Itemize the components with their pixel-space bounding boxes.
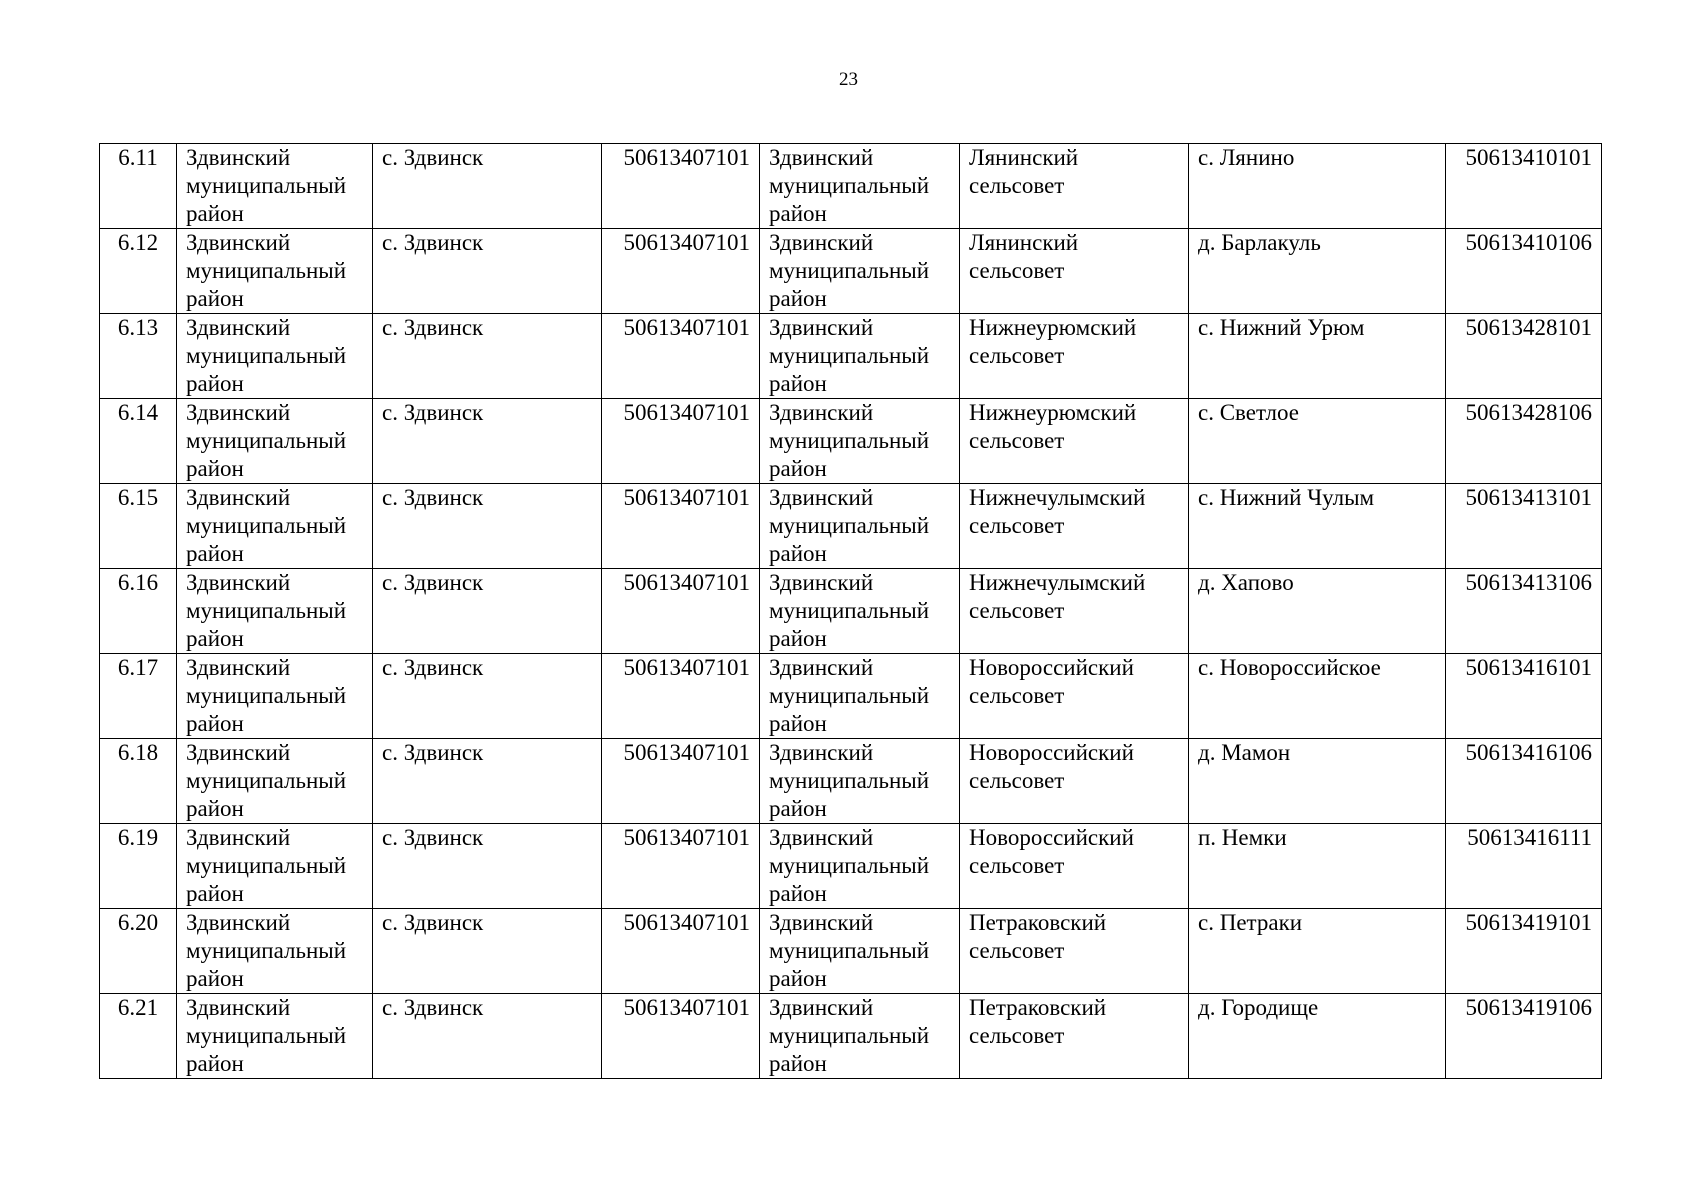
settlement-cell: с. Лянино	[1189, 144, 1446, 229]
rural-council-line: сельсовет	[969, 173, 1065, 198]
municipality-line: район	[769, 711, 827, 736]
rural-council-line: сельсовет	[969, 428, 1065, 453]
municipality-cell	[760, 484, 960, 569]
admin-center-cell: с. Здвинск	[373, 654, 602, 739]
rural-council-line: сельсовет	[969, 768, 1065, 793]
municipality-line: Здвинский	[769, 655, 874, 680]
municipality-line: Здвинский	[769, 145, 874, 170]
district-line: муниципальный	[186, 853, 347, 878]
admin-center-cell: с. Здвинск	[373, 229, 602, 314]
row-number-cell: 6.13	[100, 314, 177, 399]
rural-council-line: Новороссийский	[969, 825, 1134, 850]
admin-center-cell: с. Здвинск	[373, 824, 602, 909]
admin-center-cell: с. Здвинск	[373, 909, 602, 994]
settlement-code-cell: 50613416111	[1446, 824, 1602, 909]
table-row	[100, 994, 1602, 1079]
admin-center-cell: с. Здвинск	[373, 739, 602, 824]
municipality-line: Здвинский	[769, 315, 874, 340]
settlement-code-cell: 50613413106	[1446, 569, 1602, 654]
settlement-code-cell: 50613416101	[1446, 654, 1602, 739]
settlement-cell: д. Мамон	[1189, 739, 1446, 824]
district-line: Здвинский	[186, 995, 291, 1020]
row-number-cell: 6.21	[100, 994, 177, 1079]
rural-council-line: сельсовет	[969, 683, 1065, 708]
municipality-line: район	[769, 881, 827, 906]
municipality-cell	[760, 909, 960, 994]
municipality-line: муниципальный	[769, 598, 930, 623]
table-row	[100, 144, 1602, 229]
district-line: район	[186, 541, 244, 566]
rural-council-cell	[960, 399, 1189, 484]
table-row	[100, 399, 1602, 484]
municipality-cell	[760, 994, 960, 1079]
municipality-line: муниципальный	[769, 683, 930, 708]
district-line: муниципальный	[186, 173, 347, 198]
table-row	[100, 739, 1602, 824]
rural-council-line: сельсовет	[969, 853, 1065, 878]
rural-council-cell	[960, 484, 1189, 569]
district-line: Здвинский	[186, 655, 291, 680]
settlement-code-cell: 50613419106	[1446, 994, 1602, 1079]
municipality-line: Здвинский	[769, 485, 874, 510]
settlement-cell: с. Нижний Чулым	[1189, 484, 1446, 569]
district-line: район	[186, 286, 244, 311]
district-line: Здвинский	[186, 740, 291, 765]
settlement-code-cell: 50613419101	[1446, 909, 1602, 994]
row-number-cell: 6.12	[100, 229, 177, 314]
admin-center-code-cell: 50613407101	[602, 654, 760, 739]
district-line: муниципальный	[186, 768, 347, 793]
rural-council-cell	[960, 739, 1189, 824]
rural-council-line: Нижнеурюмский	[969, 400, 1137, 425]
row-number-cell: 6.15	[100, 484, 177, 569]
settlements-table	[99, 143, 1602, 1079]
municipality-line: район	[769, 626, 827, 651]
rural-council-cell	[960, 569, 1189, 654]
district-line: район	[186, 881, 244, 906]
district-line: Здвинский	[186, 910, 291, 935]
municipality-line: муниципальный	[769, 938, 930, 963]
district-line: район	[186, 796, 244, 821]
district-line: район	[186, 711, 244, 736]
district-cell	[177, 399, 373, 484]
municipality-line: Здвинский	[769, 740, 874, 765]
rural-council-line: Нижнеурюмский	[969, 315, 1137, 340]
municipality-line: Здвинский	[769, 910, 874, 935]
rural-council-line: Новороссийский	[969, 740, 1134, 765]
rural-council-cell	[960, 144, 1189, 229]
municipality-line: район	[769, 201, 827, 226]
admin-center-code-cell: 50613407101	[602, 399, 760, 484]
row-number-cell: 6.19	[100, 824, 177, 909]
district-line: муниципальный	[186, 258, 347, 283]
district-line: Здвинский	[186, 570, 291, 595]
rural-council-line: сельсовет	[969, 1023, 1065, 1048]
municipality-cell	[760, 229, 960, 314]
admin-center-cell: с. Здвинск	[373, 994, 602, 1079]
settlement-cell: д. Барлакуль	[1189, 229, 1446, 314]
rural-council-line: сельсовет	[969, 258, 1065, 283]
municipality-line: Здвинский	[769, 230, 874, 255]
district-cell	[177, 994, 373, 1079]
rural-council-cell	[960, 909, 1189, 994]
district-cell	[177, 824, 373, 909]
settlement-code-cell: 50613428101	[1446, 314, 1602, 399]
district-line: муниципальный	[186, 1023, 347, 1048]
rural-council-cell	[960, 229, 1189, 314]
admin-center-code-cell: 50613407101	[602, 144, 760, 229]
admin-center-cell: с. Здвинск	[373, 399, 602, 484]
admin-center-code-cell: 50613407101	[602, 229, 760, 314]
rural-council-line: Нижнечулымский	[969, 485, 1146, 510]
admin-center-code-cell: 50613407101	[602, 909, 760, 994]
district-line: муниципальный	[186, 598, 347, 623]
municipality-line: район	[769, 456, 827, 481]
municipality-cell	[760, 739, 960, 824]
rural-council-line: сельсовет	[969, 598, 1065, 623]
rural-council-cell	[960, 824, 1189, 909]
table-row	[100, 654, 1602, 739]
municipality-line: район	[769, 371, 827, 396]
admin-center-code-cell: 50613407101	[602, 484, 760, 569]
municipality-line: район	[769, 286, 827, 311]
district-line: муниципальный	[186, 428, 347, 453]
admin-center-cell: с. Здвинск	[373, 484, 602, 569]
page-number: 23	[839, 69, 858, 90]
district-line: район	[186, 626, 244, 651]
rural-council-line: Петраковский	[969, 995, 1107, 1020]
row-number-cell: 6.17	[100, 654, 177, 739]
district-cell	[177, 909, 373, 994]
admin-center-cell: с. Здвинск	[373, 144, 602, 229]
rural-council-line: Лянинский	[969, 230, 1079, 255]
settlement-code-cell: 50613410106	[1446, 229, 1602, 314]
district-line: Здвинский	[186, 400, 291, 425]
municipality-line: муниципальный	[769, 428, 930, 453]
municipality-cell	[760, 399, 960, 484]
district-line: Здвинский	[186, 485, 291, 510]
rural-council-cell	[960, 994, 1189, 1079]
municipality-line: муниципальный	[769, 768, 930, 793]
municipality-line: муниципальный	[769, 258, 930, 283]
district-line: район	[186, 966, 244, 991]
row-number-cell: 6.18	[100, 739, 177, 824]
table-row	[100, 569, 1602, 654]
district-line: Здвинский	[186, 315, 291, 340]
admin-center-code-cell: 50613407101	[602, 569, 760, 654]
district-line: район	[186, 201, 244, 226]
municipality-line: муниципальный	[769, 173, 930, 198]
municipality-line: муниципальный	[769, 853, 930, 878]
settlement-cell: с. Светлое	[1189, 399, 1446, 484]
admin-center-code-cell: 50613407101	[602, 994, 760, 1079]
district-line: муниципальный	[186, 938, 347, 963]
municipality-cell	[760, 569, 960, 654]
district-line: район	[186, 456, 244, 481]
district-line: муниципальный	[186, 343, 347, 368]
municipality-line: Здвинский	[769, 995, 874, 1020]
rural-council-line: Новороссийский	[969, 655, 1134, 680]
settlement-code-cell: 50613428106	[1446, 399, 1602, 484]
municipality-line: район	[769, 541, 827, 566]
municipality-line: муниципальный	[769, 1023, 930, 1048]
settlement-cell: п. Немки	[1189, 824, 1446, 909]
settlement-code-cell: 50613410101	[1446, 144, 1602, 229]
district-cell	[177, 144, 373, 229]
district-line: муниципальный	[186, 513, 347, 538]
settlement-cell: д. Хапово	[1189, 569, 1446, 654]
admin-center-code-cell: 50613407101	[602, 824, 760, 909]
municipality-line: район	[769, 966, 827, 991]
district-cell	[177, 569, 373, 654]
settlement-code-cell: 50613413101	[1446, 484, 1602, 569]
table-row	[100, 909, 1602, 994]
municipality-line: Здвинский	[769, 570, 874, 595]
district-cell	[177, 229, 373, 314]
municipality-cell	[760, 314, 960, 399]
district-line: район	[186, 1051, 244, 1076]
district-cell	[177, 739, 373, 824]
rural-council-cell	[960, 314, 1189, 399]
district-line: муниципальный	[186, 683, 347, 708]
municipality-line: муниципальный	[769, 513, 930, 538]
municipality-line: район	[769, 1051, 827, 1076]
district-line: Здвинский	[186, 230, 291, 255]
district-line: Здвинский	[186, 825, 291, 850]
district-line: Здвинский	[186, 145, 291, 170]
admin-center-cell: с. Здвинск	[373, 569, 602, 654]
district-cell	[177, 484, 373, 569]
district-cell	[177, 314, 373, 399]
rural-council-line: сельсовет	[969, 343, 1065, 368]
table-row	[100, 824, 1602, 909]
district-line: район	[186, 371, 244, 396]
settlement-cell: с. Петраки	[1189, 909, 1446, 994]
row-number-cell: 6.11	[100, 144, 177, 229]
admin-center-cell: с. Здвинск	[373, 314, 602, 399]
municipality-cell	[760, 654, 960, 739]
municipality-cell	[760, 824, 960, 909]
rural-council-line: Петраковский	[969, 910, 1107, 935]
table-row	[100, 484, 1602, 569]
rural-council-cell	[960, 654, 1189, 739]
table-row	[100, 229, 1602, 314]
rural-council-line: сельсовет	[969, 513, 1065, 538]
row-number-cell: 6.16	[100, 569, 177, 654]
municipality-line: Здвинский	[769, 825, 874, 850]
rural-council-line: Нижнечулымский	[969, 570, 1146, 595]
row-number-cell: 6.20	[100, 909, 177, 994]
settlement-cell: д. Городище	[1189, 994, 1446, 1079]
municipality-line: муниципальный	[769, 343, 930, 368]
admin-center-code-cell: 50613407101	[602, 314, 760, 399]
rural-council-line: сельсовет	[969, 938, 1065, 963]
admin-center-code-cell: 50613407101	[602, 739, 760, 824]
table-row	[100, 314, 1602, 399]
row-number-cell: 6.14	[100, 399, 177, 484]
municipality-line: Здвинский	[769, 400, 874, 425]
settlement-cell: с. Новороссийское	[1189, 654, 1446, 739]
district-cell	[177, 654, 373, 739]
rural-council-line: Лянинский	[969, 145, 1079, 170]
settlement-code-cell: 50613416106	[1446, 739, 1602, 824]
municipality-line: район	[769, 796, 827, 821]
municipality-cell	[760, 144, 960, 229]
settlement-cell: с. Нижний Урюм	[1189, 314, 1446, 399]
